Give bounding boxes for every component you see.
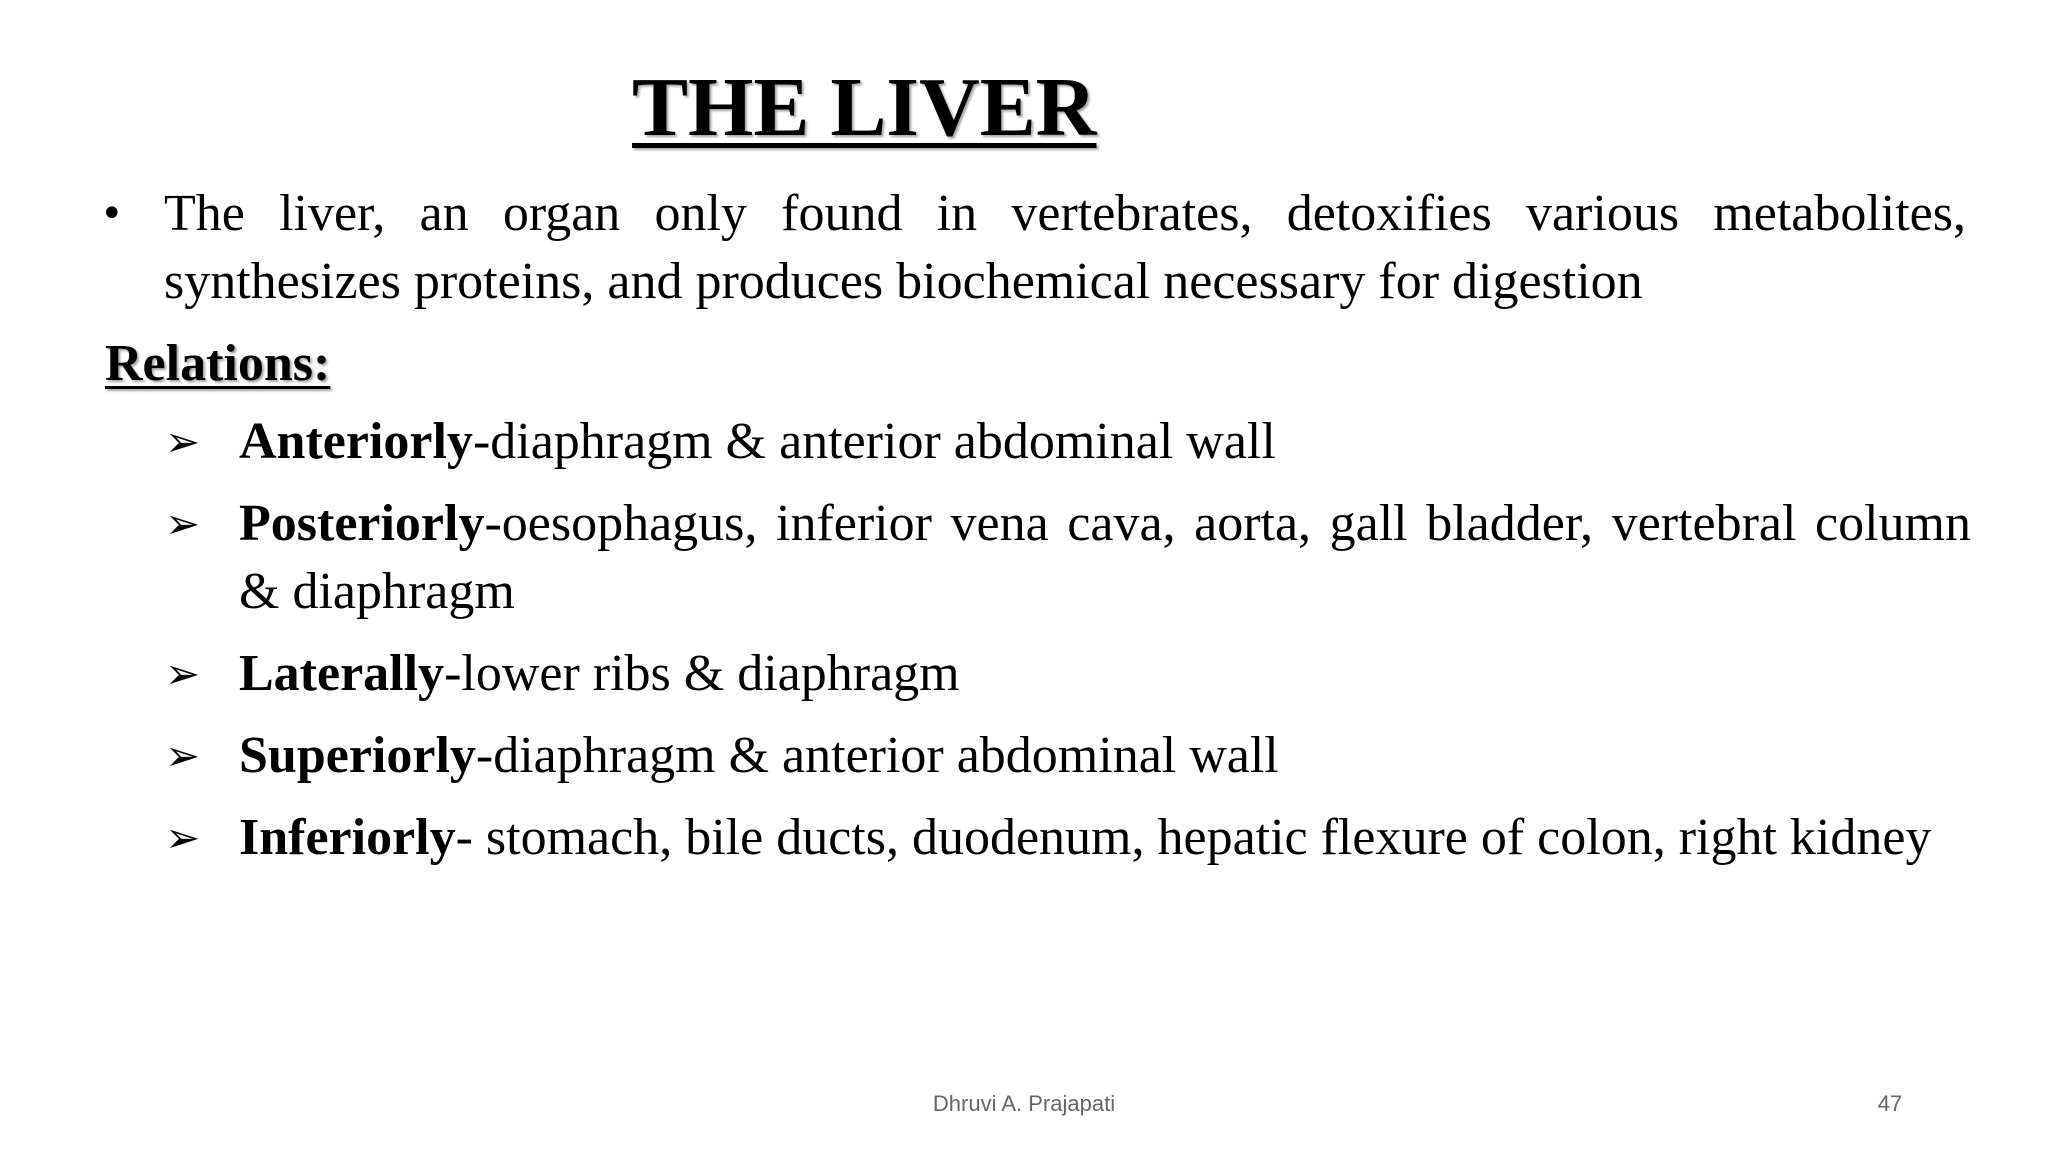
relation-text	[239, 804, 1971, 872]
relation-text	[239, 408, 1971, 476]
relation-desc: -lower ribs & diaphragm	[444, 645, 960, 702]
relation-desc: -diaphragm & anterior abdominal wall	[475, 727, 1279, 784]
relation-term: Superiorly	[239, 727, 476, 784]
relation-text	[239, 722, 1971, 790]
relation-item-superiorly	[165, 722, 1971, 790]
relation-item-laterally	[165, 640, 1971, 708]
arrow-bullet-icon: ➢	[165, 731, 201, 780]
relation-term: Inferiorly	[239, 809, 456, 866]
relation-term: Laterally	[239, 645, 445, 702]
arrow-bullet-icon: ➢	[165, 417, 201, 466]
page-number: 47	[1877, 1091, 1903, 1116]
intro-text: The liver, an organ only found in vertebrates, detoxifies various metabolites, synthesizes proteins, and produces biochemical necessary for digestion	[164, 185, 1966, 310]
arrow-bullet-icon: ➢	[165, 499, 201, 548]
arrow-bullet-icon: ➢	[165, 649, 201, 698]
relation-term: Posteriorly	[239, 495, 485, 552]
relation-desc: - stomach, bile ducts, duodenum, hepatic flexure of colon, right kidney	[455, 809, 1932, 866]
relations-list	[165, 408, 1971, 886]
relation-item-anteriorly	[165, 408, 1971, 476]
bullet-icon: •	[100, 191, 124, 237]
arrow-bullet-icon: ➢	[165, 813, 201, 862]
intro-bullet-item	[100, 180, 1966, 316]
relation-text	[239, 490, 1971, 626]
slide-title: THE LIVER	[632, 61, 1097, 154]
relations-heading: Relations:	[105, 335, 331, 392]
relation-item-inferiorly	[165, 804, 1971, 872]
relation-desc: -oesophagus, inferior vena cava, aorta, gall bladder, vertebral column & diaphragm	[239, 495, 1971, 620]
footer-author: Dhruvi A. Prajapati	[932, 1091, 1116, 1116]
relation-item-posteriorly	[165, 490, 1971, 626]
relation-text	[239, 640, 1971, 708]
relation-term: Anteriorly	[239, 413, 473, 470]
relation-desc: -diaphragm & anterior abdominal wall	[472, 413, 1276, 470]
